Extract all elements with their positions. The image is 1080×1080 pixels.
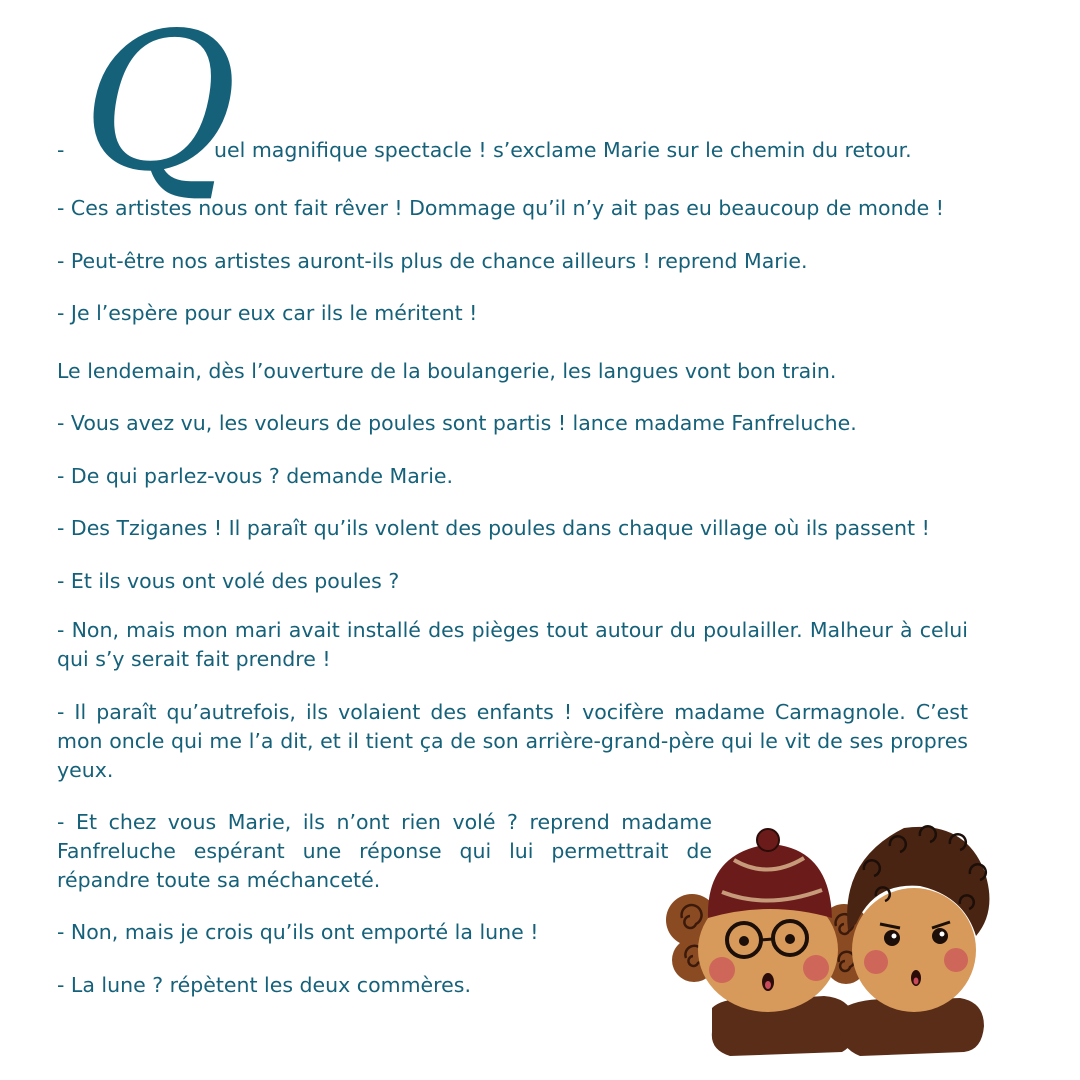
paragraph: - De qui parlez-vous ? demande Marie.: [57, 464, 454, 488]
paragraph: - Je l’espère pour eux car ils le méritent !: [57, 301, 478, 325]
paragraph: - Ces artistes nous ont fait rêver ! Dommage qu’il n’y ait pas eu beaucoup de monde !: [57, 196, 944, 220]
two-gossiping-women-illustration: [664, 800, 1000, 1070]
paragraph: - Des Tziganes ! Il paraît qu’ils volent des poules dans chaque village où ils passent !: [57, 516, 930, 540]
paragraph: - Il paraît qu’autrefois, ils volaient des enfants ! vocifère madame Carmagnole. C’est mon oncle qui me l’a dit, et il tient ça de son arrière-grand-père qui le vit de ses propres yeux.: [57, 700, 968, 782]
first-paragraph-dash: -: [57, 138, 65, 162]
paragraph: - Non, mais mon mari avait installé des pièges tout autour du poulailler. Malheur à celui qui s’y serait fait prendre !: [57, 618, 968, 671]
drop-cap-letter: Q: [82, 0, 238, 213]
paragraph: Le lendemain, dès l’ouverture de la boulangerie, les langues vont bon train.: [57, 359, 837, 383]
left-woman-hat: [708, 844, 832, 918]
paragraph: - Vous avez vu, les voleurs de poules sont partis ! lance madame Fanfreluche.: [57, 411, 857, 435]
paragraph: - Et ils vous ont volé des poules ?: [57, 569, 400, 593]
paragraph: - La lune ? répètent les deux commères.: [57, 973, 471, 997]
first-paragraph-text: uel magnifique spectacle ! s’exclame Marie sur le chemin du retour.: [214, 138, 912, 162]
paragraph: - Non, mais je crois qu’ils ont emporté la lune !: [57, 920, 539, 944]
paragraph: - Et chez vous Marie, ils n’ont rien volé ? reprend madame Fanfreluche espérant une réponse qui lui permettrait de répandre toute sa méchanceté.: [57, 810, 712, 892]
paragraph: - Peut-être nos artistes auront-ils plus de chance ailleurs ! reprend Marie.: [57, 249, 808, 273]
